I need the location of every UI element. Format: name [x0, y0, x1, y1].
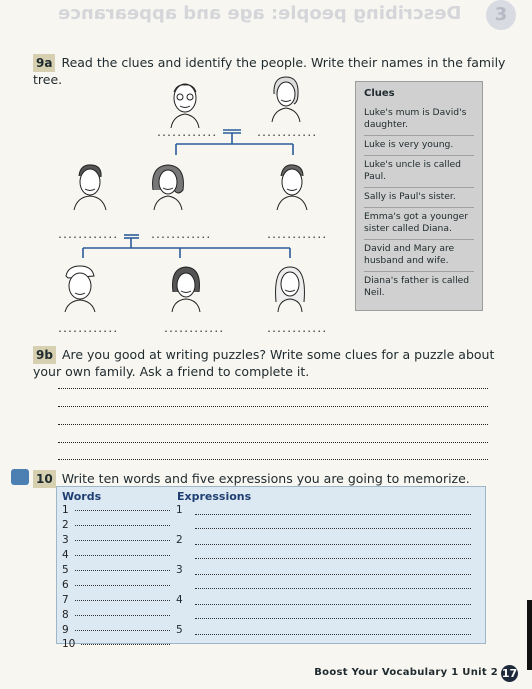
- writing-line[interactable]: [58, 424, 488, 425]
- clue-item: Luke's uncle is called Paul.: [364, 159, 474, 188]
- exercise-9b-number: 9b: [33, 346, 56, 364]
- expression-line[interactable]: [195, 544, 471, 545]
- portrait-girl-dark-hair: [166, 262, 206, 312]
- portrait-girl-long-hair: [270, 262, 310, 312]
- name-blank-mother[interactable]: ............: [150, 230, 211, 241]
- expression-number: 5: [176, 624, 183, 636]
- word-number: 1: [62, 504, 69, 516]
- name-blank-grandfather[interactable]: ............: [156, 128, 217, 139]
- exercise-10-number: 10: [33, 470, 56, 488]
- clue-item: David and Mary are husband and wife.: [364, 243, 474, 272]
- word-number: 10: [62, 638, 76, 650]
- word-number: 9: [62, 624, 69, 636]
- name-blank-grandmother[interactable]: ............: [256, 128, 317, 139]
- clues-title: Clues: [364, 88, 395, 99]
- expression-number: 2: [176, 534, 183, 546]
- portrait-father: [70, 160, 110, 210]
- exercise-9a-text: Read the clues and identify the people. Write their names in the family tree.: [33, 55, 506, 87]
- name-blank-father[interactable]: ............: [57, 230, 118, 241]
- expression-line[interactable]: [195, 514, 471, 515]
- word-row[interactable]: [62, 519, 170, 531]
- word-row[interactable]: [62, 564, 170, 576]
- clue-item: Diana's father is called Neil.: [364, 275, 470, 298]
- show-through-heading: Describing people: age and appearance: [58, 3, 462, 24]
- word-number: 8: [62, 609, 69, 621]
- word-row[interactable]: [62, 594, 170, 606]
- expression-number: 4: [176, 594, 183, 606]
- name-blank-boy[interactable]: ............: [57, 324, 118, 335]
- expressions-header: Expressions: [177, 490, 252, 503]
- word-number: 4: [62, 549, 69, 561]
- show-through-unit-number: 3: [486, 0, 516, 30]
- portrait-mother: [148, 160, 188, 210]
- word-number: 2: [62, 519, 69, 531]
- writing-line[interactable]: [58, 442, 488, 443]
- footer-text: Boost Your Vocabulary 1 Unit 2: [314, 667, 498, 678]
- exercise-9b-text: Are you good at writing puzzles? Write some clues for a puzzle about your own family. Ask a friend to complete it.: [33, 347, 495, 379]
- portrait-boy: [60, 262, 100, 312]
- clue-item: Emma's got a younger sister called Diana.: [364, 211, 474, 240]
- expression-number: 1: [176, 504, 183, 516]
- word-row[interactable]: [62, 549, 170, 561]
- word-number: 6: [62, 579, 69, 591]
- word-row[interactable]: [62, 534, 170, 546]
- name-blank-uncle[interactable]: ............: [266, 230, 327, 241]
- expression-number: 3: [176, 564, 183, 576]
- words-header: Words: [62, 490, 102, 503]
- word-row[interactable]: [62, 504, 170, 516]
- expression-line[interactable]: [195, 618, 471, 619]
- page-number: 17: [501, 667, 518, 680]
- exercise-9a-number: 9a: [33, 54, 55, 72]
- word-number: 5: [62, 564, 69, 576]
- exercise-9b-instruction: [33, 346, 503, 380]
- word-row[interactable]: [62, 609, 170, 621]
- clue-item: Luke's mum is David's daughter.: [364, 107, 474, 136]
- portrait-grandmother: [266, 72, 306, 122]
- name-blank-girl-2[interactable]: ............: [266, 324, 327, 335]
- exercise-10-text: Write ten words and five expressions you are going to memorize.: [61, 471, 470, 486]
- expression-line[interactable]: [195, 604, 471, 605]
- expression-line[interactable]: [195, 634, 471, 635]
- notebook-icon: [11, 469, 29, 485]
- word-row[interactable]: [62, 638, 170, 650]
- expression-line[interactable]: [195, 528, 471, 529]
- word-row[interactable]: [62, 579, 170, 591]
- name-blank-girl-1[interactable]: ............: [163, 324, 224, 335]
- edge-bar: [527, 600, 532, 670]
- expression-line[interactable]: [195, 558, 471, 559]
- writing-line[interactable]: [58, 459, 488, 460]
- word-row[interactable]: [62, 624, 170, 636]
- expression-line[interactable]: [195, 574, 471, 575]
- clue-item: Sally is Paul's sister.: [364, 191, 474, 208]
- clue-item: Luke is very young.: [364, 139, 474, 156]
- portrait-grandfather: [165, 78, 205, 128]
- word-number: 3: [62, 534, 69, 546]
- expression-line[interactable]: [195, 588, 471, 589]
- clues-box: [355, 81, 483, 311]
- writing-line[interactable]: [58, 388, 488, 389]
- portrait-uncle: [272, 160, 312, 210]
- word-number: 7: [62, 594, 69, 606]
- writing-line[interactable]: [58, 406, 488, 407]
